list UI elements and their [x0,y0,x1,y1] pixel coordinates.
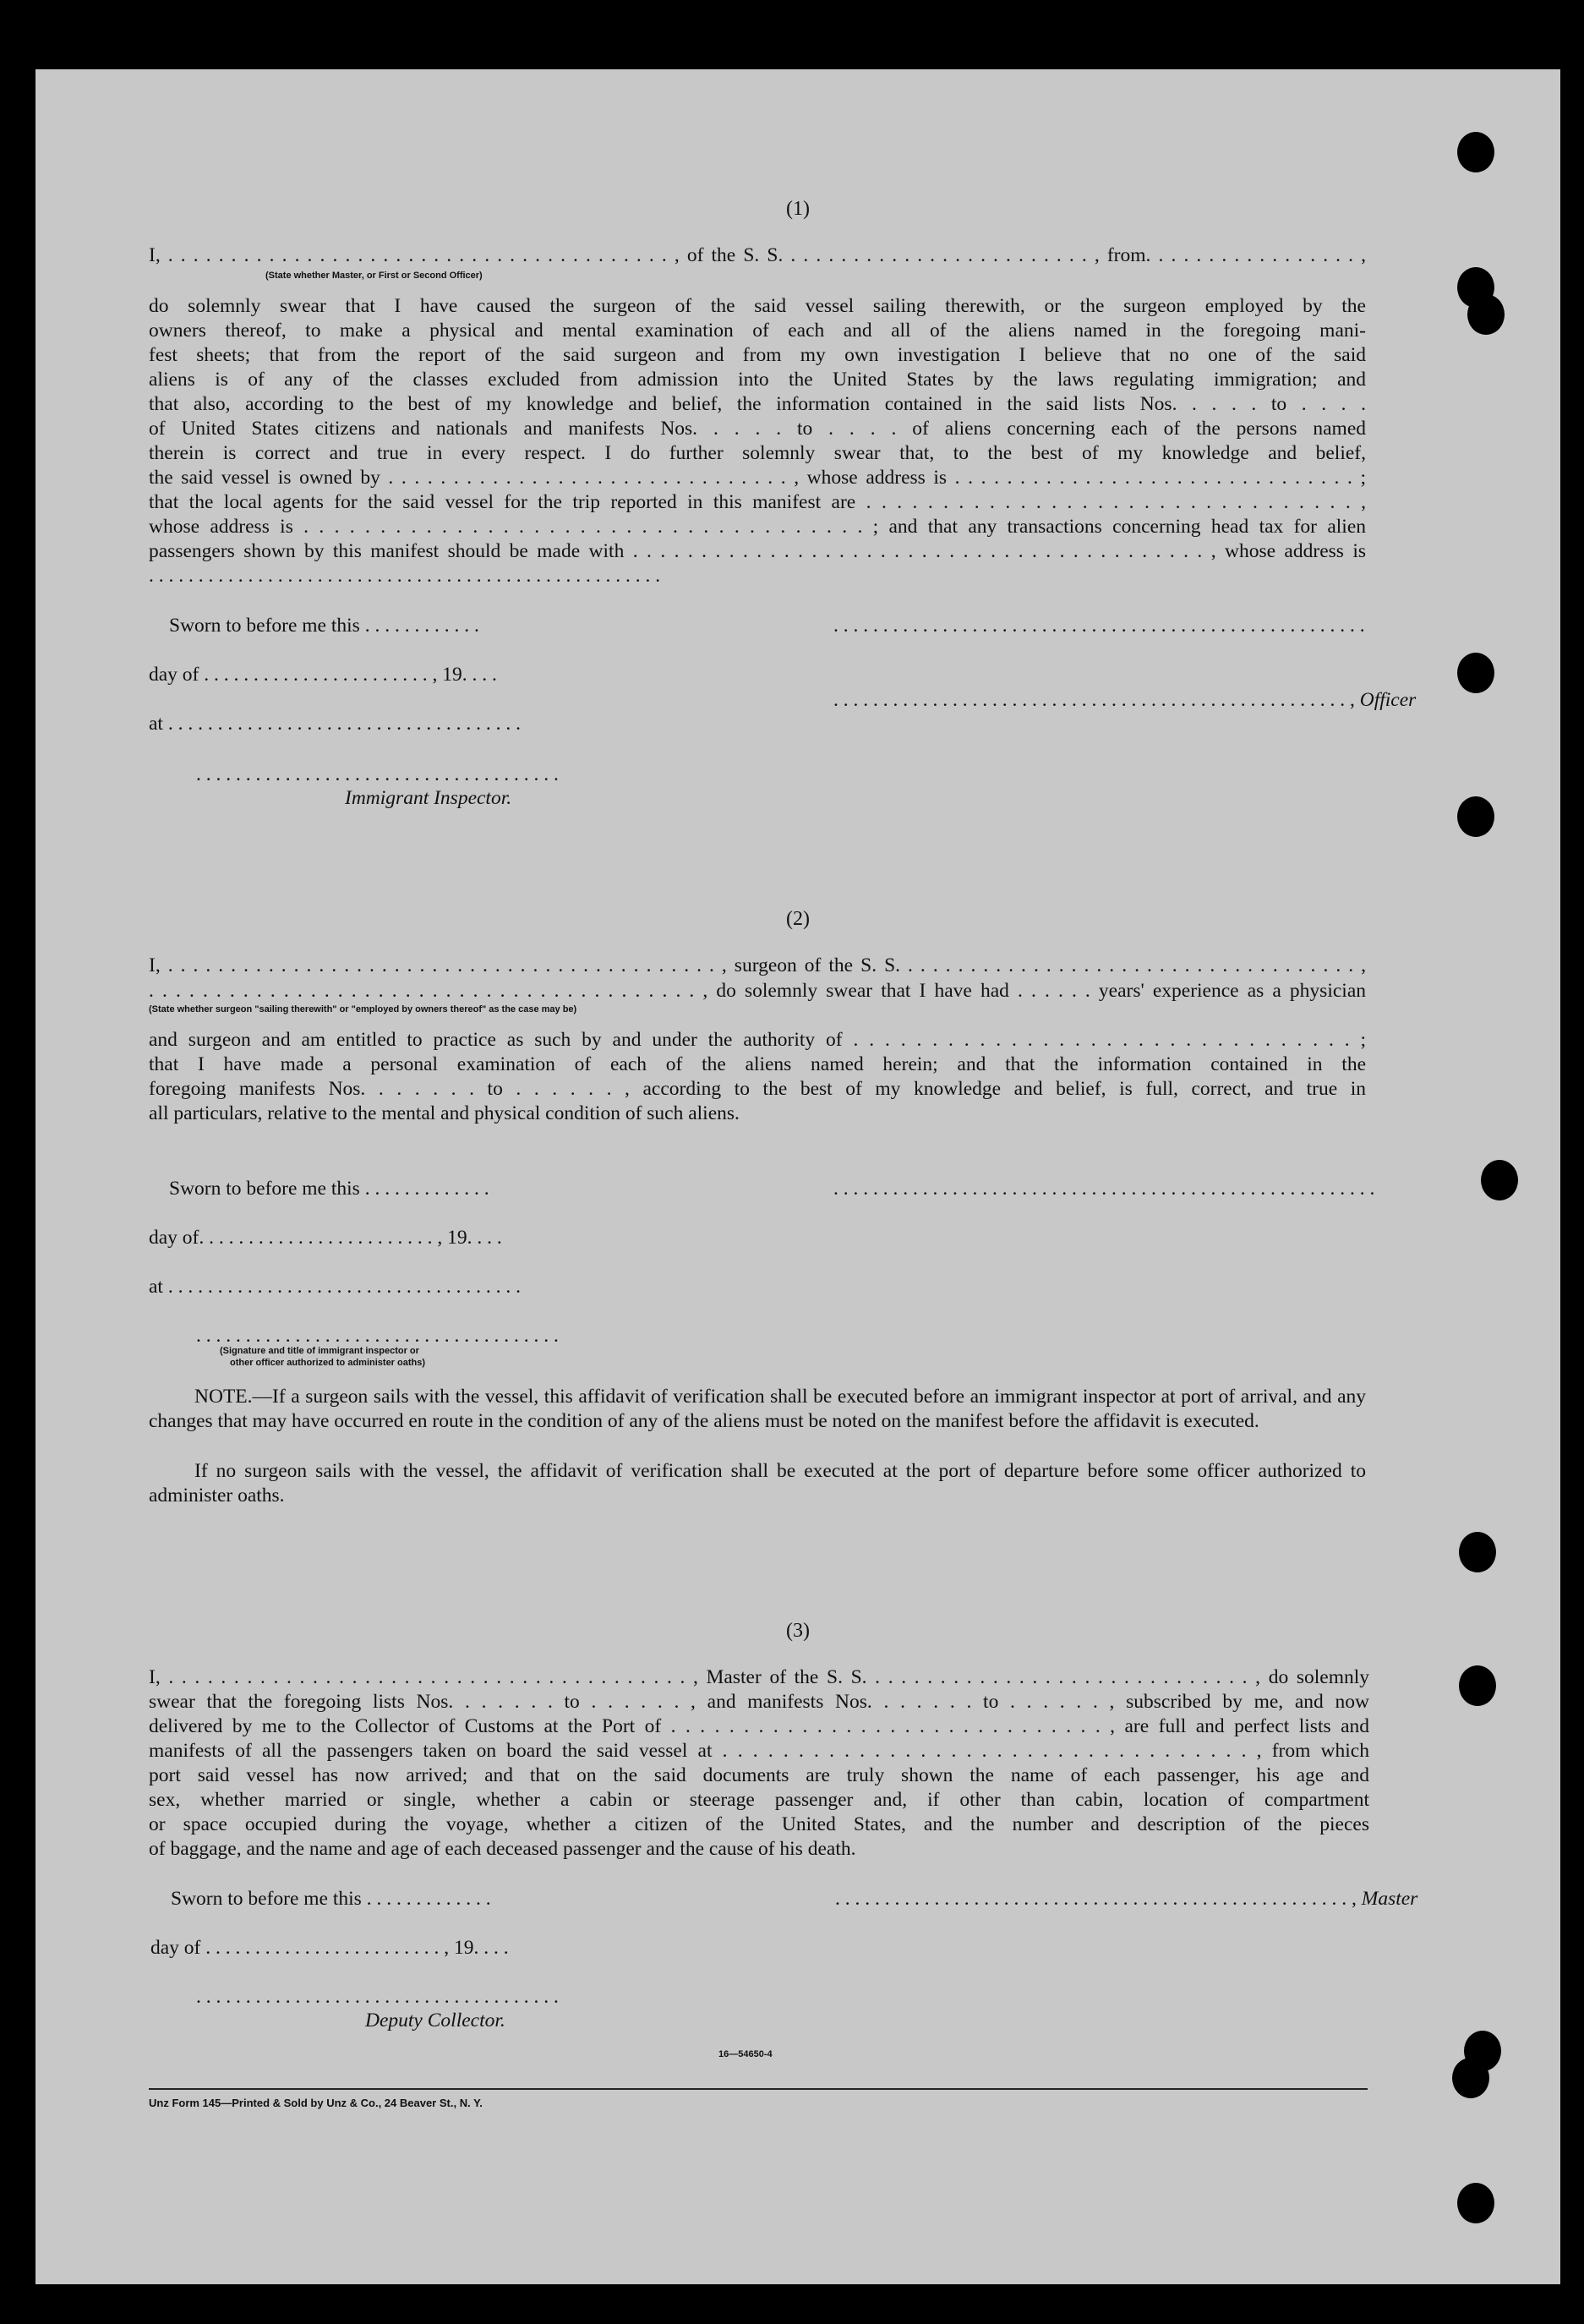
oath-line: that I have made a personal examination of each of the aliens named herein; and that the information contained in the [149,1053,1366,1075]
oath-body [149,294,1366,588]
oath-line: manifests of all the passengers taken on board the said vessel at . . . . . . . . . . . . . . . . . . . . . . . . . . . . . . . . . . . , from which [149,1740,1369,1762]
punch-hole [1457,653,1494,693]
oath-line: swear that the foregoing lists Nos. . . . . . . to . . . . . . , and manifests Nos. . . . . . . to . . . . . . , subscribed by me, and now [149,1691,1369,1713]
oath-line: delivered by me to the Collector of Customs at the Port of . . . . . . . . . . . . . . . . . . . . . . . . . . . . . . , are full and perfect lists and [149,1715,1369,1737]
inspector-note: other officer authorized to administer oaths) [230,1358,426,1368]
day-line: day of . . . . . . . . . . . . . . . . . . . . . . . . , 19. . . . [150,1937,509,1959]
at-line: at . . . . . . . . . . . . . . . . . . . . . . . . . . . . . . . . . . . . [149,713,521,735]
surgeon-opening-line: I, . . . . . . . . . . . . . . . . . . . . . . . . . . . . . . . . . . . . . . . . . . . . , surgeon of the S. S. . . . . . . . . . . . . . . . . . . . . . . . . . . . . . . . . . . . . , [149,954,1366,976]
inspector-note: (Signature and title of immigrant inspector or [220,1346,419,1356]
oath-line: foregoing manifests Nos. . . . . . . to . . . . . . , according to the best of my knowledge and belief, is full, correct, and true in [149,1078,1366,1100]
oath-line: all particulars, relative to the mental and physical condition of such aliens. [149,1102,740,1124]
oath-line: do solemnly swear that I have caused the surgeon of the said vessel sailing therewith, or the surgeon employed by the [149,295,1366,317]
punch-hole [1452,2058,1489,2098]
form-code: 16—54650-4 [718,2049,773,2059]
master-label: Master [1361,1888,1418,1910]
punch-hole [1481,1160,1518,1200]
field-note: (State whether surgeon "sailing therewith" or "employed by owners thereof" as the case may be) [149,1004,577,1014]
collector-signature-line: . . . . . . . . . . . . . . . . . . . . . . . . . . . . . . . . . . . . . [196,1986,559,2008]
signature-line: . . . . . . . . . . . . . . . . . . . . . . . . . . . . . . . . . . . . . . . . . . . . . . . . . . . . . . [833,615,1365,637]
oath-line: sex, whether married or single, whether a cabin or steerage passenger and, if other than cabin, location of compartment [149,1789,1369,1811]
inspector-signature-line: . . . . . . . . . . . . . . . . . . . . . . . . . . . . . . . . . . . . . [196,1325,559,1347]
oath-line: or space occupied during the voyage, whether a citizen of the United States, and the number and description of the pieces [149,1813,1369,1835]
oath-line: port said vessel has now arrived; and that on the said documents are truly shown the name of each passenger, his age and [149,1764,1369,1786]
note-paragraph [149,1385,1366,1434]
surgeon-second-line: . . . . . . . . . . . . . . . . . . . . . . . . . . . . . . . . . . . . . . . . . , do solemnly swear that I have had . . . . . . years' experience as a physician [149,980,1366,1002]
surgeon-body [149,1028,1366,1126]
punch-hole [1467,294,1505,335]
oath-line: and surgeon and am entitled to practice as such by and under the authority of . . . . . . . . . . . . . . . . . . . . . . . . . . . . . . . . ; [149,1029,1366,1051]
note-text: If no surgeon sails with the vessel, the affidavit of verification shall be executed at the port of departure before some officer authorized to administer oaths. [149,1460,1366,1506]
note-paragraph [149,1459,1366,1508]
oath-line: whose address is . . . . . . . . . . . . . . . . . . . . . . . . . . . . . . . . . . . . . ; and that any transactions concerning head tax for alien [149,516,1366,538]
sworn-line: Sworn to before me this . . . . . . . . . . . . . [171,1888,491,1910]
footer-rule [149,2088,1368,2090]
collector-label: Deputy Collector. [365,2010,505,2031]
punch-hole [1459,1665,1496,1706]
oath-opening-line: I, . . . . . . . . . . . . . . . . . . . . . . . . . . . . . . . . . . . . . . . . , of the S. S. . . . . . . . . . . . . . . . . . . . . . . . . , from. . . . . . . . . . . . . . . . . , [149,244,1366,266]
inspector-signature-line: . . . . . . . . . . . . . . . . . . . . . . . . . . . . . . . . . . . . . [196,763,559,785]
section-number: (3) [786,1620,810,1642]
oath-line: of United States citizens and nationals and manifests Nos. . . . . to . . . . of aliens concerning each of the persons named [149,418,1366,440]
oath-line: fest sheets; that from the report of the said surgeon and from my own investigation I believe that no one of the said [149,344,1366,366]
sworn-line: Sworn to before me this . . . . . . . . . . . . [169,615,479,637]
punch-hole [1459,1532,1496,1572]
master-line [835,1887,1417,1911]
oath-line: of baggage, and the name and age of each deceased passenger and the cause of his death. [149,1838,856,1860]
officer-label: Officer [1359,689,1417,711]
officer-line [833,688,1416,713]
master-oath-body [149,1665,1369,1862]
oath-line: therein is correct and true in every respect. I do further solemnly swear that, to the best of my knowledge and belief, [149,442,1366,464]
field-note: (State whether Master, or First or Second Officer) [265,271,483,281]
punch-hole [1457,2183,1494,2223]
day-line: day of . . . . . . . . . . . . . . . . . . . . . . . , 19. . . . [149,664,497,686]
punch-hole [1457,132,1494,172]
section-number: (2) [786,908,810,930]
oath-line: I, . . . . . . . . . . . . . . . . . . . . . . . . . . . . . . . . . . . . . . . . , Master of the S. S. . . . . . . . . . . . . . . . . . . . . . . . . . . . . . , do solemnly [149,1666,1369,1688]
form-sheet [36,69,1560,2284]
printer-footer: Unz Form 145—Printed & Sold by Unz & Co., 24 Beaver St., N. Y. [149,2097,483,2109]
oath-line: the said vessel is owned by . . . . . . . . . . . . . . . . . . . . . . . . . . . . . . . , whose address is . . . . . . . . . . . . . . . . . . . . . . . . . . . . . . . ; [149,467,1366,489]
oath-line: aliens is of any of the classes excluded from admission into the United States by the laws regulating immigration; and [149,369,1366,391]
day-line: day of. . . . . . . . . . . . . . . . . . . . . . . . , 19. . . . [149,1227,502,1249]
inspector-label: Immigrant Inspector. [345,787,512,809]
officer-dots: . . . . . . . . . . . . . . . . . . . . . . . . . . . . . . . . . . . . . . . . . . . . . . . . . . . . , [833,689,1355,711]
oath-line: that the local agents for the said vessel for the trip reported in this manifest are . . . . . . . . . . . . . . . . . . . . . . . . . . . . . . . . , [149,491,1366,513]
oath-line: passengers shown by this manifest should be made with . . . . . . . . . . . . . . . . . . . . . . . . . . . . . . . . . . . . . . . . . . , whose address is [149,540,1366,562]
signature-line: . . . . . . . . . . . . . . . . . . . . . . . . . . . . . . . . . . . . . . . . . . . . . . . . . . . . . . . [833,1178,1375,1200]
master-dots: . . . . . . . . . . . . . . . . . . . . . . . . . . . . . . . . . . . . . . . . . . . . . . . . . . . . , [835,1888,1357,1910]
at-line: at . . . . . . . . . . . . . . . . . . . . . . . . . . . . . . . . . . . . [149,1276,521,1298]
oath-line: . . . . . . . . . . . . . . . . . . . . . . . . . . . . . . . . . . . . . . . . . . . . . . . . . . . . [149,565,661,587]
punch-hole [1457,796,1494,837]
sworn-line: Sworn to before me this . . . . . . . . . . . . . [169,1178,489,1200]
note-text: NOTE.—If a surgeon sails with the vessel, this affidavit of verification shall be executed before an immigrant inspector at port of arrival, and any changes that may have occurred en route in the condition of any of the aliens must be noted on the manifest before the affidavit is executed. [149,1386,1366,1432]
oath-line: owners thereof, to make a physical and mental examination of each and all of the aliens named in the foregoing mani- [149,320,1366,342]
section-number: (1) [786,198,810,220]
oath-line: that also, according to the best of my knowledge and belief, the information contained in the said lists Nos. . . . . to . . . . [149,393,1366,415]
